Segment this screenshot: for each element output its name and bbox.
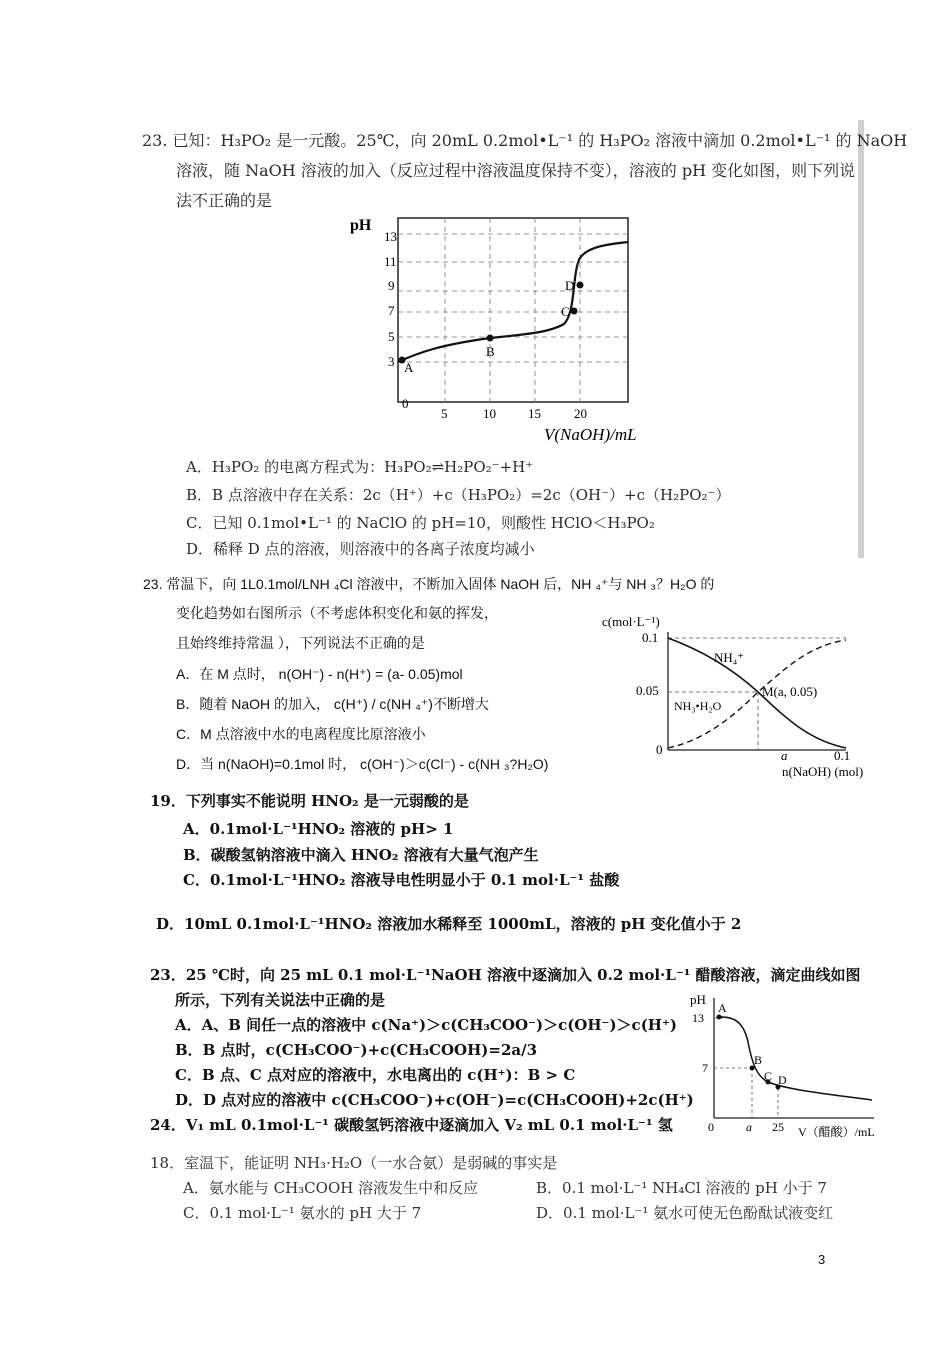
q18-option-d: D．0.1 mol·L⁻¹ 氨水可使无色酚酞试液变红: [536, 1204, 834, 1222]
chart3-xtick: 0: [708, 1120, 714, 1134]
chart1-ytick: 9: [388, 278, 395, 293]
chart3-ph-curve: [718, 1017, 872, 1100]
q23a-line3: 法不正确的是: [176, 191, 273, 210]
chart3-label-c: C: [764, 1069, 773, 1083]
q23b-line1: 23. 常温下，向 1L0.1mol/LNH ₄Cl 溶液中，不断加入固体 NaOH 后，NH ₄⁺与 NH ₃？H₂O 的: [143, 576, 715, 592]
q23a-option-d: D．稀释 D 点的溶液，则溶液中的各离子浓度均减小: [186, 540, 535, 558]
chart1-label-c: C: [561, 304, 570, 319]
scan-edge-shadow: [858, 120, 864, 558]
chart1-xtick: 10: [483, 406, 496, 421]
chart3-label-d: D: [778, 1073, 787, 1087]
q23c-option-a: A．A、B 间任一点的溶液中 c(Na⁺)＞c(CH₃COO⁻)＞c(OH⁻)＞c(H⁺): [175, 1016, 677, 1034]
chart1-point-c: [571, 308, 578, 315]
q24-line: 24．V₁ mL 0.1mol·L⁻¹ 碳酸氢钙溶液中逐滴加入 V₂ mL 0.1 mol·L⁻¹ 氢: [150, 1116, 673, 1134]
chart1-ylabel: pH: [350, 217, 372, 234]
chart1-point-d: [577, 282, 584, 289]
chart1-label-a: A: [404, 360, 414, 375]
chart1-label-b: B: [486, 344, 495, 359]
chart2-xlabel: n(NaOH) (mol): [782, 764, 864, 779]
chart2-label-nh4: NH₄⁺: [714, 650, 745, 665]
chart3-ytick: 13: [692, 1011, 704, 1025]
page-number: 3: [818, 1252, 826, 1267]
q23b-option-c: C．M 点溶液中水的电离程度比原溶液小: [176, 726, 426, 742]
chart1-xtick: 15: [528, 406, 541, 421]
chart2-ytick: 0.1: [642, 630, 659, 645]
chart1-ytick: 3: [388, 354, 395, 369]
chart2-label-m: M(a, 0.05): [762, 684, 818, 699]
q23a-line2: 溶液，随 NaOH 溶液的加入（反应过程中溶液温度保持不变），溶液的 pH 变化如图，则下列说: [176, 161, 856, 180]
chart3-xtick: 25: [772, 1120, 784, 1134]
q23b-option-a: A．在 M 点时， n(OH⁻) - n(H⁺) = (a- 0.05)mol: [176, 666, 463, 682]
q23c-option-b: B．B 点时，c(CH₃COO⁻)+c(CH₃COOH)=2a/3: [175, 1041, 538, 1059]
chart2-xtick: 0.1: [834, 748, 851, 763]
concentration-chart-2: [596, 610, 886, 780]
chart1-xtick: 20: [574, 406, 587, 421]
q23c-option-d: D．D 点对应的溶液中 c(CH₃COO⁻)+c(OH⁻)=c(CH₃COOH)+2c(H⁺): [175, 1091, 694, 1109]
chart1-xlabel: V(NaOH)/mL: [544, 425, 637, 444]
q23c-line1: 23．25 ℃时，向 25 mL 0.1 mol·L⁻¹NaOH 溶液中逐滴加入 0.2 mol·L⁻¹ 醋酸溶液，滴定曲线如图: [150, 966, 861, 984]
q23c-line2: 所示，下列有关说法中正确的是: [175, 991, 386, 1009]
chart1-xtick: 0: [402, 396, 409, 411]
chart1-ph-curve: [398, 242, 628, 362]
ph-titration-chart-1: [340, 212, 660, 450]
q23b-line2: 变化趋势如右图所示（不考虑体积变化和氨的挥发，: [176, 605, 498, 621]
chart1-point-b: [487, 335, 494, 342]
q18-title: 18．室温下，能证明 NH₃·H₂O（一水合氨）是弱碱的事实是: [150, 1154, 558, 1172]
q23b-line3: 且始终维持常温 ），下列说法不正确的是: [176, 635, 425, 651]
chart3-ylabel: pH: [690, 992, 706, 1007]
chart2-ytick: 0: [656, 742, 663, 757]
chart1-ytick: 13: [384, 229, 397, 244]
acetic-titration-chart-3: [688, 990, 888, 1140]
q23b-option-b: B．随着 NaOH 的加入， c(H⁺) / c(NH ₄⁺)不断增大: [176, 696, 489, 712]
q18-option-a: A．氨水能与 CH₃COOH 溶液发生中和反应: [183, 1179, 479, 1197]
q19-option-c: C．0.1mol·L⁻¹HNO₂ 溶液导电性明显小于 0.1 mol·L⁻¹ 盐酸: [183, 871, 620, 889]
q23b-option-d: D．当 n(NaOH)=0.1mol 时， c(OH⁻)＞c(Cl⁻) - c(NH ₃?H₂O): [176, 756, 549, 772]
chart1-ytick: 7: [388, 303, 395, 318]
q23a-option-b: B．B 点溶液中存在关系：2c（H⁺）+c（H₃PO₂）=2c（OH⁻）+c（H₂PO₂⁻）: [186, 486, 731, 504]
q23a-option-c: C．已知 0.1mol•L⁻¹ 的 NaClO 的 pH=10，则酸性 HClO＜H₃PO₂: [186, 514, 655, 532]
chart1-label-d: D: [565, 278, 575, 293]
chart1-ytick: 5: [388, 329, 395, 344]
q19-option-d: D．10mL 0.1mol·L⁻¹HNO₂ 溶液加水稀释至 1000mL，溶液的 pH 变化值小于 2: [156, 915, 742, 933]
chart3-point-a: [717, 1015, 722, 1020]
q18-option-b: B．0.1 mol·L⁻¹ NH₄Cl 溶液的 pH 小于 7: [536, 1179, 827, 1197]
q19-option-b: B．碳酸氢钠溶液中滴入 HNO₂ 溶液有大量气泡产生: [183, 846, 539, 864]
chart1-ytick: 11: [384, 254, 397, 269]
q23c-option-c: C．B 点、C 点对应的溶液中，水电离出的 c(H⁺)：B > C: [175, 1066, 576, 1084]
chart3-label-a: A: [718, 1001, 727, 1015]
q19-title: 19．下列事实不能说明 HNO₂ 是一元弱酸的是: [150, 792, 469, 810]
q18-option-c: C．0.1 mol·L⁻¹ 氨水的 pH 大于 7: [183, 1204, 422, 1222]
q23a-line1: 23. 已知：H₃PO₂ 是一元酸。25℃，向 20mL 0.2mol•L⁻¹ 的 H₃PO₂ 溶液中滴加 0.2mol•L⁻¹ 的 NaOH: [142, 131, 908, 150]
chart2-xtick: a: [781, 748, 788, 763]
q23a-option-a: A．H₃PO₂ 的电离方程式为：H₃PO₂⇌H₂PO₂⁻+H⁺: [186, 458, 534, 476]
q19-option-a: A．0.1mol·L⁻¹HNO₂ 溶液的 pH> 1: [183, 820, 454, 838]
chart2-label-nh3: NH₃•H₂O: [674, 699, 722, 713]
chart3-label-b: B: [754, 1053, 763, 1067]
chart2-ylabel: c(mol·L⁻¹): [602, 614, 660, 629]
chart2-ytick: 0.05: [636, 683, 659, 698]
chart3-xlabel: V（醋酸）/mL: [798, 1125, 875, 1139]
chart2-nh3-curve: [668, 640, 846, 748]
chart3-xtick: a: [746, 1120, 752, 1134]
chart1-xtick: 5: [441, 406, 448, 421]
chart3-ytick: 7: [702, 1061, 708, 1075]
